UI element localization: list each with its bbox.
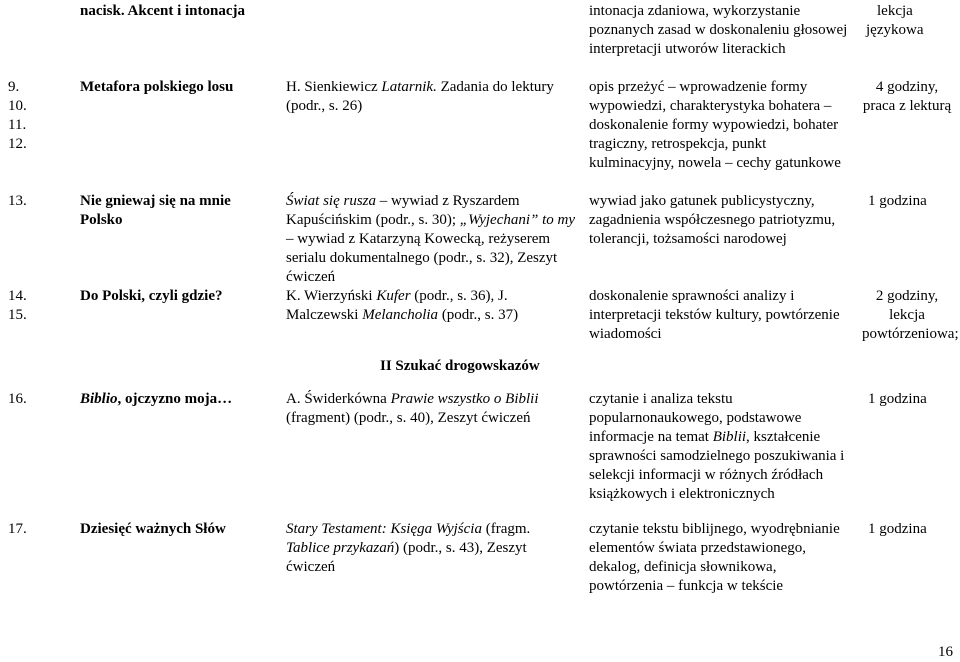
row-goals: czytanie tekstu biblijnego, wyodrębnianie elementów świata przedstawionego, dekalog, definicja słownikowa, powtórzenia – funkcja w tekście [589, 521, 840, 594]
row-hours: 1 godzina [868, 193, 927, 209]
row-number: 11. [8, 117, 27, 133]
text-rest: (podr., s. 36), J. Malczewski [286, 288, 508, 323]
text-title: Latarnik. [381, 79, 437, 95]
goals-text: czytanie i analiza tekstu popularnonaukowego, podstawowe informacje na temat [589, 391, 802, 445]
page-number: 16 [938, 644, 953, 660]
text-rest: (fragment) (podr., s. 40), Zeszyt ćwiczeń [286, 410, 531, 426]
row-hours: 2 godziny, lekcja powtórzeniowa; [862, 288, 959, 342]
text-rest: Zadania do lektury (podr., s. 26) [286, 79, 554, 114]
row-number: 17. [8, 521, 27, 537]
row-topic: Do Polski, czyli gdzie? [80, 288, 223, 304]
row-numbers [8, 192, 48, 211]
row-hours-line-1: lekcja [877, 3, 913, 19]
text-rest: (podr., s. 37) [441, 307, 519, 323]
text-rest: ) (podr., s. 43), Zeszyt ćwiczeń [286, 540, 527, 575]
row-goals: intonacja zdaniowa, wykorzystanie poznanych zasad w doskonaleniu głosowej interpretacji utworów literackich [589, 3, 848, 57]
row-numbers [8, 78, 48, 154]
text-rest: – wywiad z Ryszardem Kapuścińskim (podr., s. 30); [286, 193, 520, 228]
goals-a: opis przeżyć – wprowadzenie formy wypowiedzi, charakterystyka bohatera – [589, 79, 832, 114]
row-number: 9. [8, 79, 20, 95]
row-number: 13. [8, 193, 27, 209]
text-rest: K. Wierzyński [286, 288, 373, 304]
row-goals [589, 390, 851, 504]
row-goals: doskonalenie sprawności analizy i interpretacji tekstów kultury, powtórzenie wiadomości [589, 288, 840, 342]
row-hours: 1 godzina [868, 391, 927, 407]
row-numbers [8, 390, 48, 409]
goals-c: nowela – cechy gatunkowe [678, 155, 841, 171]
row-number: 16. [8, 391, 27, 407]
text-author: H. Sienkiewicz [286, 79, 378, 95]
row-goals [589, 78, 851, 173]
row-hours: 1 godzina [868, 521, 927, 537]
goals-b: doskonalenie formy wypowiedzi, bohater tragiczny, retrospekcja, punkt kulminacyjny, [589, 117, 839, 171]
row-hours-line-2: językowa [866, 22, 924, 38]
topic-italic: Biblio [80, 391, 118, 407]
row-text [286, 520, 576, 577]
row-number: 12. [8, 136, 27, 152]
row-text [286, 390, 576, 428]
goals-italic: Biblii [712, 429, 747, 445]
goals-text: , kształcenie sprawności samodzielnego poszukiwania i selekcji informacji w różnych źródłach książkowych i elektronicznych [589, 429, 845, 502]
row-topic: Nie gniewaj się na mnie Polsko [80, 193, 231, 228]
row-topic: Metafora polskiego losu [80, 79, 234, 95]
text-title: Melancholia [362, 307, 439, 323]
row-topic [80, 390, 232, 409]
text-rest: – wywiad z Katarzyną Kowecką, reżyserem serialu dokumentalnego (podr., s. 32), Zeszyt ćwiczeń [286, 231, 558, 285]
row-text [286, 287, 576, 325]
row-number: 14. [8, 288, 27, 304]
topic-rest: , ojczyzno moja… [117, 391, 233, 407]
row-goals: wywiad jako gatunek publicystyczny, zagadnienia współczesnego patriotyzmu, tolerancji, tożsamości narodowej [589, 193, 836, 247]
row-text [286, 192, 576, 287]
row-text [286, 78, 576, 116]
row-hours: 4 godziny, praca z lekturą [862, 79, 952, 114]
text-rest: (fragm. [485, 521, 531, 537]
text-title: Kufer [376, 288, 411, 304]
text-title: Prawie wszystko o Biblii [390, 391, 539, 407]
section-title: II Szukać drogowskazów [380, 358, 540, 374]
text-title: Stary Testament: Księga Wyjścia [286, 521, 482, 537]
text-title: Tablice przykazań [286, 540, 395, 556]
row-numbers [8, 287, 48, 325]
row-number: 15. [8, 307, 27, 323]
row-numbers [8, 520, 48, 539]
text-title: „Wyjechani” to my [459, 212, 576, 228]
text-title: Świat się rusza [286, 193, 377, 209]
row-topic: Dziesięć ważnych Słów [80, 521, 226, 537]
row-topic: nacisk. Akcent i intonacja [80, 3, 246, 19]
row-number: 10. [8, 98, 27, 114]
text-rest: A. Świderkówna [286, 391, 387, 407]
